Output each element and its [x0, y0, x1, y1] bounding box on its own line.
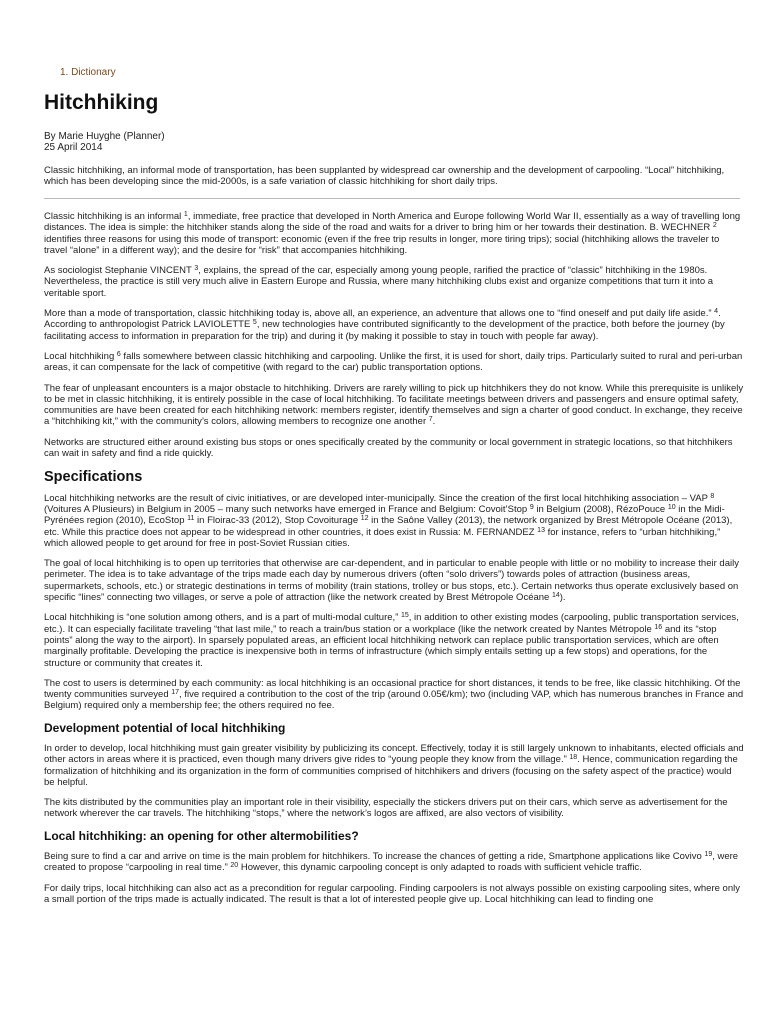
- footnote-ref[interactable]: 11: [187, 515, 195, 523]
- footnote-ref[interactable]: 19: [704, 851, 713, 859]
- footnote-ref[interactable]: 3: [194, 265, 199, 273]
- footnote-ref[interactable]: 5: [252, 319, 257, 327]
- paragraph: The kits distributed by the communities play an important role in their visibility, especially the stickers drivers put on their cars, which serve as advertisement for the network wherever the car travels. The hitchhiking “stops,” where the network’s logos are affixed, are also vectors of visibility.: [44, 797, 728, 820]
- footnote-ref[interactable]: 15: [400, 612, 409, 620]
- footnote-ref[interactable]: 20: [230, 862, 239, 870]
- footnote-ref[interactable]: 4: [714, 308, 719, 316]
- author: By Marie Huyghe (Planner): [44, 131, 165, 142]
- paragraph: Local hitchhiking $^6$ falls somewhere between classic hitchhiking and carpooling. Unlike the first, it is used for short, daily trips. Particularly suited to rural and peri-urban areas, it can compensate for the lack of competitive (with regard to the car) public transportation options.: [44, 350, 743, 374]
- byline: [44, 131, 165, 153]
- footnote-ref[interactable]: 2: [712, 222, 717, 230]
- footnote-ref[interactable]: 14: [551, 592, 560, 600]
- footnote-ref[interactable]: 16: [654, 623, 663, 631]
- paragraph: Being sure to find a car and arrive on time is the main problem for hitchhikers. To increase the chances of getting a ride, Smartphone applications like Covivo $^{19}$, were created to propose “carpooling in real time.” $^{20}$ However, this dynamic carpooling concept is only adapted to roads with sufficient vehicle traffic.: [44, 851, 739, 874]
- footnote-ref[interactable]: 12: [360, 515, 369, 523]
- paragraph: Classic hitchhiking is an informal $^1$, immediate, free practice that developed in North America and Europe following World War II, essentially as a way of travelling long distances. The idea is simple: the hitchhiker stands along the side of the road and waits for a driver to bring him or her towards their destination. B. WECHNER $^2$ identifies three reasons for using this mode of transport: economic (even if the free trip results in longer, more tiring trips); social (hitchhiking allows the traveler to travel “alone” in a different way); and the desire for “risk” that accompanies hitchhiking.: [44, 211, 741, 256]
- section-heading-specifications: Specifications: [44, 469, 143, 486]
- footnote-ref[interactable]: 7: [428, 416, 433, 424]
- paragraph: The goal of local hitchhiking is to open up territories that otherwise are car-dependent, and in particular to enable people with little or no mobility to increase their daily perimeter. The idea is to take advantage of the trips made each day by numerous drivers (often “solo drivers”) towards poles of attraction (business areas, supermarkets, schools, etc.) or strategic destinations in terms of mobility (train stations, trolley or bus stops, etc.). Certain networks thus operate exclusively based on specific “lines” connecting two villages, or serve a pole of attraction (like the network created by Brest Métropole Océane $^{14}$).: [44, 558, 739, 604]
- paragraph: Networks are structured either around existing bus stops or ones specifically created by the community or local government in strategic locations, so that hitchhikers can wait in safety and find a ride quickly.: [44, 436, 733, 460]
- paragraph: Local hitchhiking networks are the result of civic initiatives, or are developed inter-municipally. Since the creation of the first local hitchhiking association – VAP $^8$ (Voitures A Plusieurs) in Belgium in 2005 – many such networks have emerged in France and Belgium: Covoit’Stop $^9$ in Belgium (2008), RézoPouce $^{10}$ in the Midi-Pyrénées region (2010), EcoStop $^{11}$ in Floirac-33 (2012), Stop Covoiturage $^{12}$ in the Saône Valley (2013), the network organized by Brest Métropole Océane (2013), etc. While this practice does not appear to be widespread in other countries, it does exist in Russia: M. FERNANDEZ $^{13}$ for instance, refers to “urban hitchhiking,” which allowed people to get around for free in post-Soviet Russian cities.: [44, 492, 733, 549]
- footnote-ref[interactable]: 10: [667, 503, 676, 511]
- divider: [44, 198, 740, 199]
- footnote-ref[interactable]: 9: [529, 503, 534, 511]
- paragraph: For daily trips, local hitchhiking can also act as a precondition for regular carpooling. Finding carpoolers is not always possible on existing carpooling sites, where only a small portion of the trips made is actually indicated. The result is that a lot of interested people give up. Local hitchhiking can lead to finding one: [44, 882, 740, 905]
- section-heading-development: Development potential of local hitchhiking: [44, 720, 286, 735]
- paragraph: In order to develop, local hitchhiking must gain greater visibility by publicizing its concept. Effectively, today it is still largely unknown to inhabitants, elected officials and other actors in areas where it is practiced, even though many drivers give rides to “young people they know from the village.” $^{18}$. Hence, communication regarding the formalization of hitchhiking and its organization in the form of communities comprised of hitchhikers and drivers (focusing on the safety aspect of the practice) would be helpful.: [44, 742, 744, 788]
- footnote-ref[interactable]: 6: [116, 350, 121, 358]
- footnote-ref[interactable]: 8: [710, 492, 715, 500]
- paragraph: The cost to users is determined by each community: as local hitchhiking is an occasional practice for short distances, it tends to be free, like classic hitchhiking. Of the twenty communities surveyed $^{17}$, five required a contribution to the cost of the trip (around 0.05€/km); two (including VAP, which has numerous branches in France and Belgium) required only a membership fee; the others required no fee.: [44, 677, 744, 712]
- section-heading-altermobilities: Local hitchhiking: an opening for other altermobilities?: [44, 828, 359, 843]
- paragraph: Local hitchhiking is “one solution among others, and is a part of multi-modal culture,” $^{15}$, in addition to other existing modes (carpooling, public transportation services, etc.). It can especially facilitate traveling “that last mile,” to reach a train/bus station or a workplace (like the network created by Nantes Métropole $^{16}$ and its “stop points” along the way to the airport). In sparsely populated areas, an efficient local hitchhiking network can replace public transportation services, which are often marginally profitable. Developing the practice is inexpensive both in terms of infrastructure (which simply entails setting up a few stops) and operations, for the structure or community that creates it.: [44, 612, 739, 669]
- paragraph: As sociologist Stephanie VINCENT $^3$, explains, the spread of the car, especially among young people, rarified the practice of “classic” hitchhiking in the 1980s. Nevertheless, the practice is still very much alive in Eastern Europe and Russia, where many hitchhiking clubs exist and organize competitions that turn it into a veritable sport.: [44, 265, 714, 299]
- publish-date: 25 April 2014: [44, 142, 103, 153]
- paragraph: The fear of unpleasant encounters is a major obstacle to hitchhiking. Drivers are rarely willing to pick up hitchhikers they do not know. While this prerequisite is unlikely to be met in classic hitchhiking, it is entirely possible in the case of local hitchhiking. To facilitate meetings between drivers and passengers and ensure optimal safety, communities are have been created for each hitchhiking network: members register, identify themselves and sign a charter of good conduct. In exchange, they receive a “hitchhiking kit,” with the community’s colors, allowing members to recognize one another $^7$.: [44, 382, 744, 428]
- breadcrumb[interactable]: 1. Dictionary: [60, 67, 116, 78]
- article-body: [44, 211, 744, 914]
- footnote-ref[interactable]: 13: [537, 526, 545, 534]
- footnote-ref[interactable]: 1: [183, 211, 188, 218]
- footnote-ref[interactable]: 18: [569, 754, 578, 762]
- paragraph: More than a mode of transportation, classic hitchhiking today is, above all, an experience, an adventure that allows one to “find oneself and put daily life aside.” $^4$. According to anthropologist Patrick LAVIOLETTE $^5$, new technologies have contributed significantly to the development of the practice, both before the journey (by facilitating access to information in preparation for the trip) and during it (by making it possible to stay in touch with people far away).: [44, 308, 725, 342]
- footnote-ref[interactable]: 17: [171, 689, 180, 697]
- lead-paragraph: Classic hitchhiking, an informal mode of transportation, has been supplanted by widespread car ownership and the development of carpooling. “Local” hitchhiking, which has been developing since the mid-2000s, is a safe variation of classic hitchhiking for short daily trips.: [44, 165, 725, 187]
- page-title: Hitchhiking: [44, 91, 159, 114]
